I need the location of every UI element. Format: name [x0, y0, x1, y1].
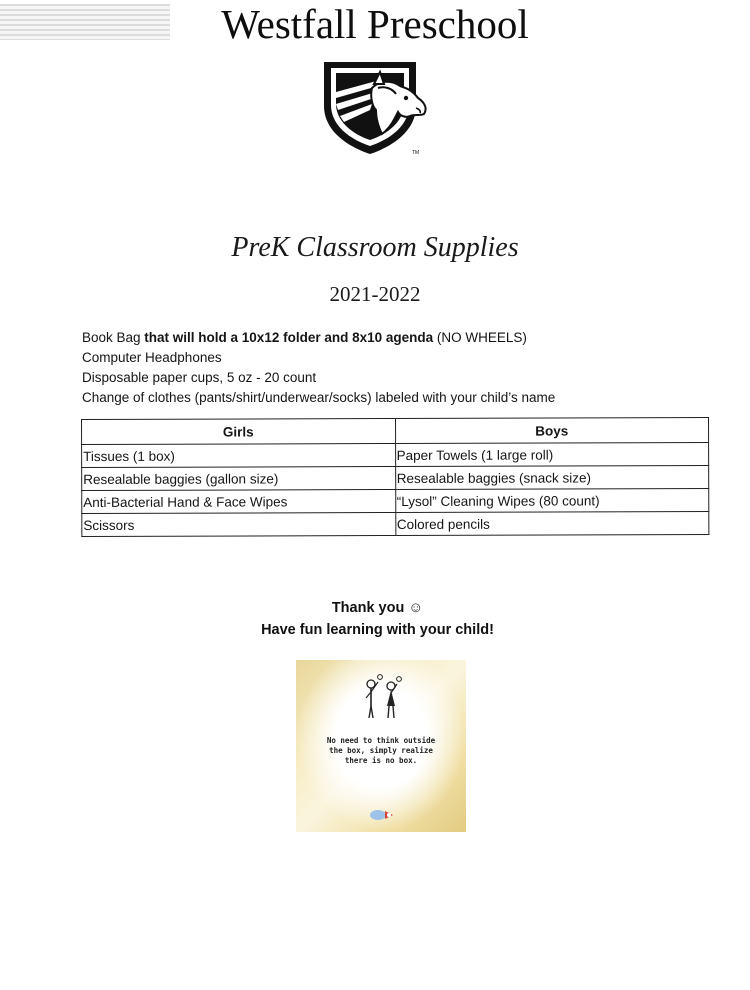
stick-figure-icon — [351, 672, 411, 722]
table-row — [82, 512, 709, 537]
list-item: Disposable paper cups, 5 oz - 20 count — [82, 370, 317, 385]
table-row — [82, 466, 709, 491]
list-item-book-bag — [82, 328, 722, 348]
table-cell: Resealable baggies (snack size) — [395, 466, 709, 490]
column-header-girls: Girls — [82, 419, 396, 445]
table-header-row — [82, 418, 709, 445]
table-cell: Paper Towels (1 large roll) — [395, 443, 709, 467]
table-cell: “Lysol” Cleaning Wipes (80 count) — [395, 489, 709, 513]
school-name: Westfall Preschool — [221, 1, 529, 47]
thank-you-text: Thank you ☺ — [331, 600, 424, 616]
mustang-horse-shield-icon — [320, 58, 434, 158]
general-supplies-list — [82, 328, 722, 408]
poster-quote: No need to think outside the box, simply realize there is no box. — [326, 736, 436, 765]
book-bag-label: Book Bag — [82, 330, 145, 345]
table-cell: Scissors — [82, 513, 396, 537]
page-title: PreK Classroom Supplies — [231, 232, 519, 263]
list-item: Computer Headphones — [82, 350, 222, 365]
quote-poster — [296, 660, 466, 832]
table-cell: Anti-Bacterial Hand & Face Wipes — [82, 490, 396, 514]
table-cell: Resealable baggies (gallon size) — [82, 467, 396, 491]
list-item: Change of clothes (pants/shirt/underwear/socks) labeled with your child’s name — [82, 390, 556, 405]
school-year: 2021-2022 — [329, 282, 421, 306]
column-header-boys: Boys — [395, 418, 709, 444]
closing-message — [0, 597, 750, 641]
table-cell: Tissues (1 box) — [82, 444, 396, 468]
table-cell: Colored pencils — [395, 512, 709, 536]
table-row — [82, 443, 709, 468]
book-bag-requirement: that will hold a 10x12 folder and 8x10 agenda — [144, 330, 434, 345]
badge-logo-icon — [369, 808, 395, 822]
table-row — [82, 489, 709, 514]
trademark-mark: TM — [412, 150, 420, 156]
supply-table — [81, 417, 709, 537]
fun-learning-text: Have fun learning with your child! — [261, 622, 494, 638]
book-bag-note: (NO WHEELS) — [433, 330, 527, 345]
